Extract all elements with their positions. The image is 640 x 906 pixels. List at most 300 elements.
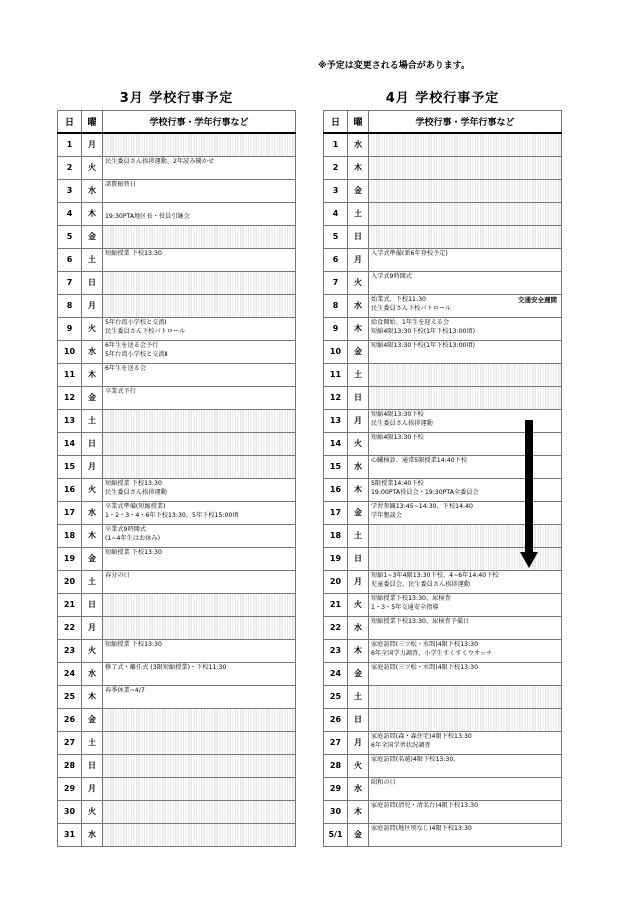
day-of-week: 日 [348, 386, 369, 409]
day-of-week: 月 [348, 731, 369, 754]
event-text: 春季休業~4/7 [105, 686, 145, 694]
table-row [58, 156, 296, 179]
event-cell [369, 639, 562, 662]
day-of-week: 土 [348, 685, 369, 708]
event-text: 6年生を送る会予行 [105, 341, 159, 349]
event-text [105, 204, 293, 212]
day-of-week: 木 [348, 317, 369, 340]
event-text: 5限授業14:40下校 [371, 479, 424, 487]
traffic-safety-week-label: 交通安全週間 [518, 295, 557, 304]
april-title: 4月 学校行事予定 [385, 91, 500, 106]
table-row [58, 225, 296, 248]
day-number: 5 [58, 225, 82, 248]
day-of-week: 水 [82, 179, 103, 202]
event-text: 短縮4限13:30下校(1年下校13:00頃) [371, 341, 476, 349]
day-of-week: 水 [348, 455, 369, 478]
day-number: 3 [324, 179, 348, 202]
day-of-week: 金 [348, 823, 369, 846]
day-of-week: 日 [348, 708, 369, 731]
day-number: 28 [324, 754, 348, 777]
event-text: 短縮授業 下校13:30 [105, 548, 162, 556]
day-number: 19 [58, 547, 82, 570]
day-of-week: 金 [82, 225, 103, 248]
day-of-week: 火 [82, 800, 103, 823]
event-text: 家庭訪問(三ツ松・水間)4限下校13:30 [371, 663, 479, 671]
header-events: 学校行事・学年行事など [103, 111, 296, 134]
day-number: 2 [58, 156, 82, 179]
day-number: 26 [324, 708, 348, 731]
day-of-week: 金 [348, 340, 369, 363]
table-row [324, 340, 562, 363]
table-row [324, 593, 562, 616]
table-row [324, 248, 562, 271]
table-row [58, 409, 296, 432]
event-cell [369, 685, 562, 708]
event-text: (1~4年生はお休み) [105, 534, 161, 542]
day-number: 30 [324, 800, 348, 823]
table-row [58, 432, 296, 455]
event-cell [369, 156, 562, 179]
day-of-week: 水 [82, 501, 103, 524]
table-row [58, 800, 296, 823]
day-number: 14 [324, 432, 348, 455]
day-of-week: 月 [82, 133, 103, 156]
day-of-week: 金 [348, 501, 369, 524]
day-of-week: 木 [348, 156, 369, 179]
event-text: 始業式、下校11:30 [371, 295, 426, 303]
table-row [58, 547, 296, 570]
event-text: 学年懇談会 [371, 511, 402, 519]
day-of-week: 土 [348, 524, 369, 547]
day-number: 23 [324, 639, 348, 662]
table-row [324, 800, 562, 823]
header-day: 日 [324, 111, 348, 134]
table-row [58, 570, 296, 593]
event-text: 修了式・離任式 (3限短縮授業)・下校11:30 [105, 663, 227, 671]
table-row [324, 777, 562, 800]
march-rows [58, 133, 296, 846]
table-row [324, 294, 562, 317]
event-text: 給食開始、1年生を迎える会 [371, 318, 450, 326]
event-cell [103, 777, 296, 800]
table-row [58, 248, 296, 271]
day-of-week: 月 [82, 455, 103, 478]
table-row [58, 317, 296, 340]
day-of-week: 金 [82, 386, 103, 409]
day-of-week: 水 [348, 294, 369, 317]
day-number: 7 [58, 271, 82, 294]
day-of-week: 木 [82, 363, 103, 386]
event-text: 6年全国学力調査、小学生すくすくウオッチ [371, 649, 493, 657]
day-of-week: 日 [82, 432, 103, 455]
table-row [58, 708, 296, 731]
day-number: 25 [58, 685, 82, 708]
table-row [58, 754, 296, 777]
event-text: 短縮4限13:30下校(1年下校13:00頃) [371, 327, 476, 335]
event-text: 卒業式予行 [105, 387, 136, 395]
event-text: 5年台湾小学校と交流Ⅰ [105, 318, 167, 326]
event-text: 短縮授業下校13:30、尿検査 [371, 594, 451, 602]
event-cell [103, 685, 296, 708]
day-number: 4 [324, 202, 348, 225]
event-cell [103, 225, 296, 248]
day-number: 18 [58, 524, 82, 547]
event-cell [103, 156, 296, 179]
day-of-week: 月 [348, 570, 369, 593]
event-cell [369, 317, 562, 340]
day-number: 29 [58, 777, 82, 800]
event-cell [103, 271, 296, 294]
event-text: 短縮授業下校13:30、尿検査予備日 [371, 617, 470, 625]
event-text: 家庭訪問(清児・清名台)4限下校13:30 [371, 801, 479, 809]
day-of-week: 土 [82, 570, 103, 593]
day-of-week: 金 [82, 547, 103, 570]
day-number: 9 [58, 317, 82, 340]
table-row [58, 662, 296, 685]
event-text: 卒業式準備(短縮授業) [105, 502, 166, 510]
table-row [58, 731, 296, 754]
event-text: 民生委員さん挨拶運動 [371, 419, 433, 427]
table-row [58, 685, 296, 708]
day-of-week: 土 [82, 248, 103, 271]
event-cell [369, 593, 562, 616]
day-number: 11 [324, 363, 348, 386]
day-of-week: 水 [348, 777, 369, 800]
day-of-week: 土 [82, 731, 103, 754]
event-text: 6年生を送る会 [105, 364, 147, 372]
event-cell [103, 478, 296, 501]
event-cell [103, 294, 296, 317]
event-cell [103, 455, 296, 478]
march-header-row [58, 111, 296, 134]
traffic-safety-week-arrow-icon [520, 420, 538, 570]
table-row [324, 271, 562, 294]
table-row [324, 202, 562, 225]
event-cell [369, 823, 562, 846]
event-cell [369, 754, 562, 777]
event-text: 家庭訪問(三ツ松・水間)4限下校13:30 [371, 640, 479, 648]
table-row [324, 731, 562, 754]
day-of-week: 木 [348, 800, 369, 823]
day-number: 3 [58, 179, 82, 202]
day-of-week: 日 [348, 547, 369, 570]
table-row [324, 685, 562, 708]
day-of-week: 月 [82, 777, 103, 800]
event-cell [369, 294, 562, 317]
march-schedule [57, 88, 296, 847]
day-of-week: 水 [82, 340, 103, 363]
event-cell [103, 547, 296, 570]
event-cell [103, 248, 296, 271]
event-text: 短縮4限13:30下校 [371, 433, 424, 441]
day-of-week: 水 [82, 823, 103, 846]
table-row [324, 823, 562, 846]
event-cell [103, 662, 296, 685]
table-row [324, 708, 562, 731]
table-row [58, 616, 296, 639]
event-cell [103, 593, 296, 616]
day-number: 17 [324, 501, 348, 524]
day-of-week: 土 [348, 363, 369, 386]
table-row [324, 570, 562, 593]
event-text: 家庭訪問(森・森住宅)4限下校13:30 [371, 732, 472, 740]
event-text: 学習参観13:45~14:30、下校14:40 [371, 502, 473, 510]
event-cell [103, 639, 296, 662]
event-cell [103, 616, 296, 639]
day-of-week: 金 [348, 662, 369, 685]
day-number: 1 [324, 133, 348, 156]
event-text: 春分の日 [105, 571, 130, 579]
event-cell [103, 179, 296, 202]
day-number: 26 [58, 708, 82, 731]
event-cell [369, 731, 562, 754]
day-number: 13 [58, 409, 82, 432]
day-number: 5 [324, 225, 348, 248]
event-text: 卒業式9時開式 [105, 525, 147, 533]
table-row [58, 478, 296, 501]
event-cell [369, 225, 562, 248]
event-text: 短縮授業 下校13:30 [105, 479, 162, 487]
event-text: 5年台湾小学校と交流Ⅱ [105, 350, 168, 358]
header-events: 学校行事・学年行事など [369, 111, 562, 134]
table-row [58, 294, 296, 317]
day-number: 22 [324, 616, 348, 639]
day-number: 29 [324, 777, 348, 800]
day-number: 27 [324, 731, 348, 754]
day-of-week: 月 [82, 616, 103, 639]
event-text: 昭和の日 [371, 778, 396, 786]
table-row [58, 133, 296, 156]
table-row [324, 639, 562, 662]
day-number: 4 [58, 202, 82, 225]
table-row [58, 179, 296, 202]
day-number: 16 [324, 478, 348, 501]
event-cell [369, 662, 562, 685]
table-row [58, 455, 296, 478]
table-row [58, 823, 296, 846]
event-cell [369, 133, 562, 156]
event-cell [103, 708, 296, 731]
table-row [58, 340, 296, 363]
day-number: 14 [58, 432, 82, 455]
event-cell [103, 409, 296, 432]
event-cell [103, 432, 296, 455]
event-text: 入学式9時開式 [371, 272, 413, 280]
day-of-week: 月 [348, 409, 369, 432]
event-text: 短縮1~3年4限13:30下校、4~6年14:40下校 [371, 571, 499, 579]
day-of-week: 土 [82, 409, 103, 432]
table-row [324, 156, 562, 179]
day-of-week: 木 [348, 639, 369, 662]
april-schedule [323, 88, 562, 847]
event-cell [369, 386, 562, 409]
day-number: 5/1 [324, 823, 348, 846]
day-of-week: 火 [82, 156, 103, 179]
event-cell [369, 570, 562, 593]
event-cell [369, 616, 562, 639]
day-number: 19 [324, 547, 348, 570]
day-of-week: 木 [82, 524, 103, 547]
table-row [58, 777, 296, 800]
table-row [324, 662, 562, 685]
april-header-row [324, 111, 562, 134]
day-number: 6 [324, 248, 348, 271]
event-cell [103, 501, 296, 524]
event-text: 1・2・3・4・6年下校13:30、5年下校15:00頃 [105, 511, 239, 519]
event-cell [103, 340, 296, 363]
event-cell [103, 386, 296, 409]
table-row [324, 179, 562, 202]
day-number: 28 [58, 754, 82, 777]
table-row [324, 386, 562, 409]
table-row [58, 271, 296, 294]
day-number: 15 [58, 455, 82, 478]
day-number: 22 [58, 616, 82, 639]
event-cell [369, 777, 562, 800]
march-table [57, 110, 296, 847]
day-number: 1 [58, 133, 82, 156]
day-of-week: 金 [348, 179, 369, 202]
day-of-week: 土 [348, 202, 369, 225]
day-of-week: 水 [348, 616, 369, 639]
event-text: 1・3・5年交通安全指導 [371, 603, 439, 611]
day-number: 18 [324, 524, 348, 547]
event-cell [103, 317, 296, 340]
table-row [58, 202, 296, 225]
event-cell [103, 524, 296, 547]
table-row [324, 754, 562, 777]
table-row [324, 363, 562, 386]
day-number: 9 [324, 317, 348, 340]
event-cell [103, 570, 296, 593]
day-of-week: 日 [82, 271, 103, 294]
table-row [58, 639, 296, 662]
event-text: 心臓検診、通常5限授業14:40下校 [371, 456, 468, 464]
day-number: 6 [58, 248, 82, 271]
day-of-week: 水 [348, 133, 369, 156]
header-dow: 曜 [348, 111, 369, 134]
event-cell [369, 179, 562, 202]
event-text: 諸費振替日 [105, 180, 136, 188]
event-cell [103, 202, 296, 225]
day-of-week: 月 [348, 248, 369, 271]
event-text: 19:00PTA役員会・19:30PTA全委員会 [371, 488, 479, 496]
day-of-week: 火 [82, 317, 103, 340]
day-number: 20 [58, 570, 82, 593]
day-number: 11 [58, 363, 82, 386]
event-cell [103, 800, 296, 823]
event-cell [369, 363, 562, 386]
day-number: 8 [324, 294, 348, 317]
day-of-week: 月 [82, 294, 103, 317]
table-row [58, 363, 296, 386]
day-number: 13 [324, 409, 348, 432]
day-number: 30 [58, 800, 82, 823]
table-row [324, 225, 562, 248]
header-day: 日 [58, 111, 82, 134]
day-number: 7 [324, 271, 348, 294]
schedule-change-notice: ※予定は変更される場合があります。 [318, 61, 471, 71]
day-number: 27 [58, 731, 82, 754]
day-of-week: 火 [348, 593, 369, 616]
table-row [324, 616, 562, 639]
day-of-week: 日 [82, 754, 103, 777]
day-number: 12 [58, 386, 82, 409]
day-of-week: 火 [82, 478, 103, 501]
event-cell [369, 271, 562, 294]
day-of-week: 日 [82, 593, 103, 616]
event-text: 児童委員会、民生委員さん挨拶運動 [371, 580, 470, 588]
event-cell [103, 731, 296, 754]
day-number: 25 [324, 685, 348, 708]
event-text: 民生委員さん挨拶運動、2年読み聞かせ [105, 157, 215, 165]
event-cell [103, 823, 296, 846]
event-cell [369, 340, 562, 363]
event-text: 6年全国学習状況調査 [371, 741, 431, 749]
event-cell [369, 248, 562, 271]
day-number: 24 [324, 662, 348, 685]
march-title: 3月 学校行事予定 [119, 91, 234, 106]
event-cell [103, 754, 296, 777]
event-text: 民生委員さん下校パトロール [371, 304, 452, 312]
event-text: 家庭訪問(地区別なし)4限下校13:30 [371, 824, 472, 832]
event-cell [103, 363, 296, 386]
day-of-week: 木 [348, 478, 369, 501]
event-cell [369, 708, 562, 731]
table-row [58, 501, 296, 524]
event-text: 短縮授業 下校13:30 [105, 640, 162, 648]
day-number: 2 [324, 156, 348, 179]
day-number: 12 [324, 386, 348, 409]
event-text: 短縮授業 下校13:30 [105, 249, 162, 257]
day-of-week: 火 [348, 432, 369, 455]
event-text: 民生委員さん挨拶運動 [105, 488, 167, 496]
day-number: 23 [58, 639, 82, 662]
day-of-week: 日 [348, 225, 369, 248]
event-cell [369, 800, 562, 823]
day-of-week: 火 [348, 754, 369, 777]
day-number: 20 [324, 570, 348, 593]
day-number: 24 [58, 662, 82, 685]
event-text: 入学式準備(新6年登校予定) [371, 249, 448, 257]
day-number: 10 [58, 340, 82, 363]
day-number: 21 [324, 593, 348, 616]
day-number: 15 [324, 455, 348, 478]
day-of-week: 金 [82, 708, 103, 731]
table-row [58, 593, 296, 616]
day-number: 10 [324, 340, 348, 363]
header-dow: 曜 [82, 111, 103, 134]
event-text: 家庭訪問(名越)4限下校13:30、 [371, 755, 460, 763]
event-text: 民生委員さん下校パトロール [105, 327, 186, 335]
day-of-week: 水 [82, 662, 103, 685]
event-text: 19:30PTA地区長・役員引継会 [105, 212, 190, 220]
day-of-week: 木 [82, 202, 103, 225]
day-number: 8 [58, 294, 82, 317]
event-cell [369, 202, 562, 225]
day-number: 16 [58, 478, 82, 501]
day-of-week: 火 [82, 639, 103, 662]
day-number: 31 [58, 823, 82, 846]
event-cell [103, 133, 296, 156]
table-row [58, 524, 296, 547]
day-of-week: 木 [82, 685, 103, 708]
day-number: 17 [58, 501, 82, 524]
table-row [324, 133, 562, 156]
table-row [58, 386, 296, 409]
table-row [324, 317, 562, 340]
event-text: 短縮4限13:30下校 [371, 410, 424, 418]
